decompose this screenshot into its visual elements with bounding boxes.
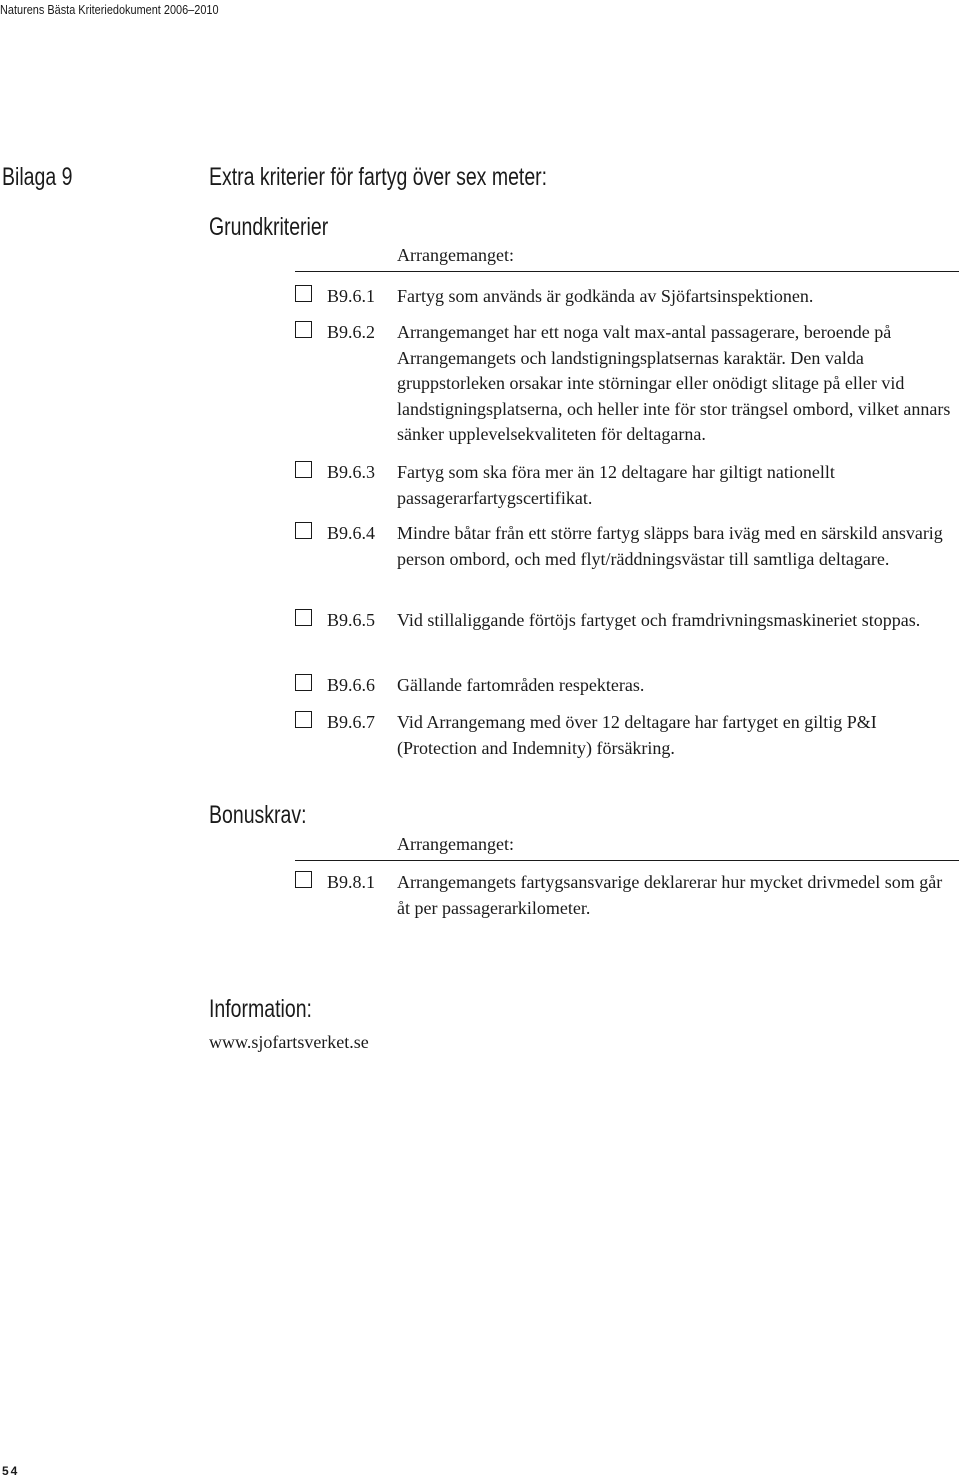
criterion-code: B9.6.4 bbox=[327, 523, 376, 543]
criterion-code: B9.8.1 bbox=[327, 872, 376, 892]
criterion-code: B9.6.1 bbox=[327, 286, 376, 306]
criterion-text: Fartyg som ska föra mer än 12 deltagare har giltigt nationellt passagerarfartygscertifikat. bbox=[397, 462, 835, 508]
criterion-text: Gällande fartområden respekteras. bbox=[397, 675, 645, 695]
criterion-code: B9.6.3 bbox=[327, 462, 376, 482]
column-header-bonus bbox=[295, 834, 959, 861]
page-number: 54 bbox=[2, 1464, 20, 1478]
criterion-text: Arrangemangets fartygsansvarige deklarerar hur mycket drivmedel som går åt per passagerarkilometer. bbox=[397, 872, 943, 918]
criterion-code: B9.6.5 bbox=[327, 610, 376, 630]
criterion-text: Vid Arrangemang med över 12 deltagare har fartyget en giltig P&I (Protection and Indemnity) försäkring. bbox=[397, 712, 877, 758]
criterion-text: Fartyg som används är godkända av Sjöfartsinspektionen. bbox=[397, 286, 814, 306]
criterion-text: Mindre båtar från ett större fartyg släpps bara iväg med en särskild ansvarig person ombord, och med flyt/räddningsvästar till samtliga deltagare. bbox=[397, 523, 943, 569]
information-url: www.sjofartsverket.se bbox=[209, 1032, 369, 1052]
page-title: Extra kriterier för fartyg över sex meter: bbox=[209, 163, 548, 191]
criterion-text: Vid stillaliggande förtöjs fartyget och framdrivningsmaskineriet stoppas. bbox=[397, 610, 921, 630]
criterion-code: B9.6.2 bbox=[327, 322, 376, 342]
checkbox[interactable] bbox=[295, 871, 312, 888]
checkbox[interactable] bbox=[295, 711, 312, 728]
checkbox[interactable] bbox=[295, 522, 312, 539]
criterion-code: B9.6.7 bbox=[327, 712, 376, 732]
appendix-label: Bilaga 9 bbox=[2, 163, 73, 191]
checkbox[interactable] bbox=[295, 461, 312, 478]
column-header-label: Arrangemanget: bbox=[397, 834, 514, 854]
checkbox[interactable] bbox=[295, 321, 312, 338]
section-heading-information: Information: bbox=[209, 995, 312, 1023]
column-header-basic bbox=[295, 245, 959, 272]
checkbox[interactable] bbox=[295, 674, 312, 691]
checkbox[interactable] bbox=[295, 609, 312, 626]
section-heading-basic: Grundkriterier bbox=[209, 213, 329, 241]
column-header-label: Arrangemanget: bbox=[397, 245, 514, 265]
section-heading-bonus: Bonuskrav: bbox=[209, 801, 307, 829]
checkbox[interactable] bbox=[295, 285, 312, 302]
criterion-text: Arrangemanget har ett noga valt max-antal passagerare, beroende på Arrangemangets och landstigningsplatsernas karaktär. Den valda gruppstorleken orsakar inte störningar eller onödigt slitage på eller vid landstigningsplatserna, och heller inte för stor trängsel ombord, vilket annars sänker upplevelsekvaliteten för deltagarna. bbox=[397, 322, 951, 444]
criterion-code: B9.6.6 bbox=[327, 675, 376, 695]
running-header: Naturens Bästa Kriteriedokument 2006–2010 bbox=[0, 2, 219, 17]
